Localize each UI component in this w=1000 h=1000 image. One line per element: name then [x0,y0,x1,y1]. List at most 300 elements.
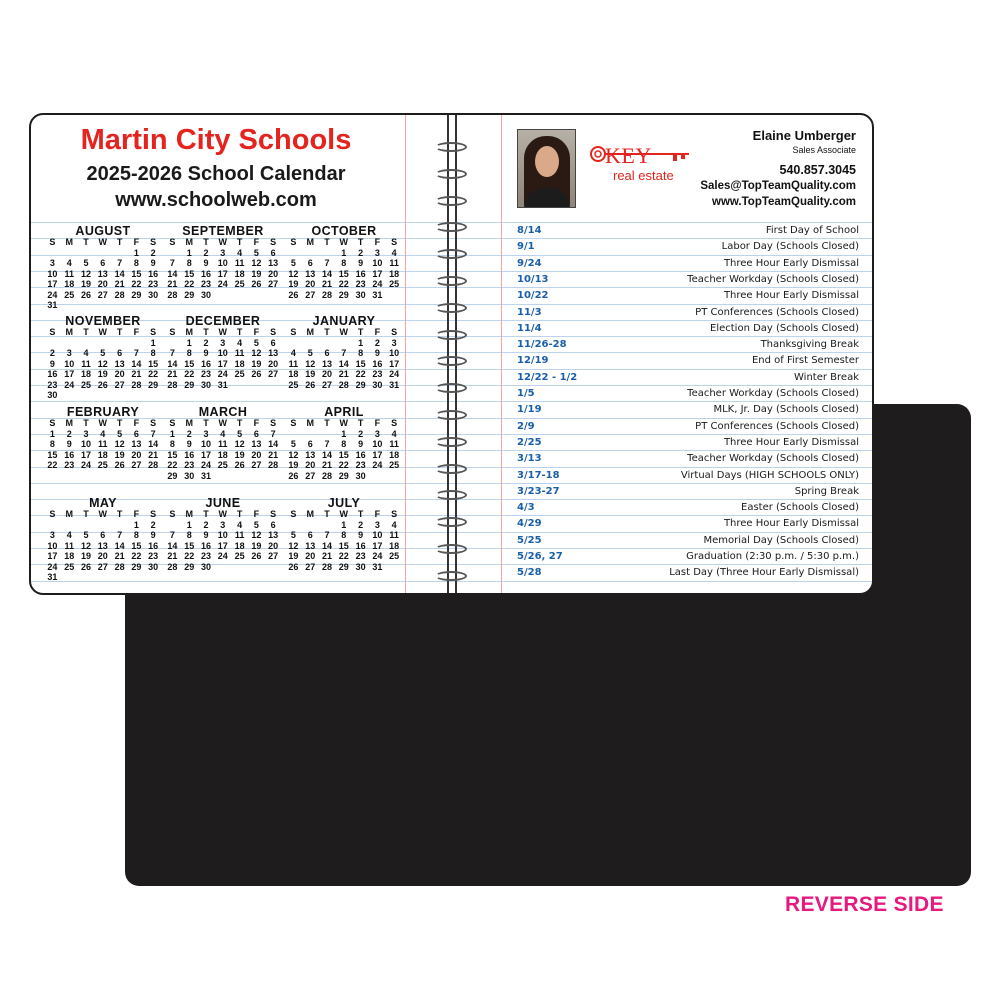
weekday-header: S [169,327,176,337]
calendar-day: 23 [200,551,211,561]
weekday-header: M [65,509,73,519]
calendar-day: 3 [66,348,72,358]
calendar-day: 1 [186,247,192,258]
event-description: Teacher Workday (Schools Closed) [687,388,859,399]
calendar-day: 24 [217,551,228,561]
month-october [285,225,403,300]
empty-day [61,248,78,259]
calendar-day: 12 [251,348,262,358]
weekday-header: F [253,237,260,247]
weekday-header: F [133,237,140,247]
calendar-day: 22 [355,369,366,379]
weekday-header: W [339,327,349,337]
calendar-day: 22 [338,551,349,561]
calendar-day: 17 [200,449,211,460]
calendar-day: 7 [324,439,330,449]
calendar-day: 17 [372,540,383,551]
calendar-day: 6 [100,530,106,540]
agent-photo [517,129,576,208]
weekday-header: F [374,327,381,337]
empty-day [302,248,319,259]
calendar-day: 4 [66,258,72,268]
month-april [285,406,403,481]
key-real-estate-logo [589,143,699,197]
calendar-day: 30 [148,561,159,572]
calendar-day: 30 [200,289,211,300]
calendar-day: 16 [372,358,383,369]
weekday-header: F [374,509,381,519]
calendar-day: 23 [148,279,159,289]
calendar-day: 13 [305,540,316,551]
calendar-day: 13 [97,540,108,551]
spiral-ring [435,410,467,420]
calendar-day: 29 [148,379,159,390]
month-day-grid [44,509,162,583]
calendar-day: 10 [372,439,383,449]
calendar-day: 22 [184,369,195,379]
calendar-day: 4 [391,519,397,530]
event-date: 10/22 [517,290,549,302]
calendar-day: 18 [389,268,400,279]
weekday-header: M [65,418,73,428]
calendar-day: 8 [186,348,192,358]
calendar-day: 18 [64,279,75,289]
weekday-header: S [290,418,297,428]
weekday-header: T [83,237,89,247]
empty-day [302,520,319,531]
calendar-day: 22 [184,279,195,289]
calendar-day: 8 [169,439,175,449]
calendar-day: 24 [372,551,383,561]
calendar-day: 30 [355,470,366,481]
weekday-header: T [357,327,364,337]
calendar-day: 8 [341,258,347,268]
event-description: First Day of School [765,225,859,236]
calendar-day: 11 [389,530,399,540]
event-date: 5/28 [517,567,542,579]
calendar-day: 7 [324,258,330,268]
calendar-day: 21 [114,551,125,561]
calendar-day: 1 [341,428,347,439]
calendar-day: 4 [83,348,89,358]
month-day-grid [44,237,162,311]
calendar-day: 16 [148,540,159,551]
calendar-day: 19 [288,460,299,470]
weekday-header: F [133,509,140,519]
weekday-header: F [253,327,260,337]
calendar-day: 27 [131,460,142,470]
logo-key-text: KEY [605,143,652,168]
event-row [517,432,859,448]
calendar-day: 1 [133,519,139,530]
calendar-day: 23 [355,460,366,470]
weekday-header: S [49,509,56,519]
calendar-day: 30 [355,289,366,300]
calendar-day: 28 [321,470,332,481]
month-name: NOVEMBER [65,314,141,328]
weekday-header: S [150,509,157,519]
empty-day [128,338,145,349]
empty-day [44,520,61,531]
month-name: FEBRUARY [66,405,140,419]
calendar-day: 3 [49,530,55,540]
calendar-day: 20 [97,551,108,561]
calendar-day: 8 [186,258,192,268]
calendar-day: 11 [81,358,91,369]
calendar-day: 25 [80,379,91,390]
event-date: 5/25 [517,534,542,546]
calendar-day: 10 [389,348,400,358]
weekday-header: S [49,237,56,247]
empty-day [78,248,95,259]
calendar-day: 16 [200,540,211,551]
calendar-day: 21 [338,369,349,379]
calendar-day: 2 [358,428,364,439]
event-row [517,269,859,285]
event-date: 2/25 [517,436,542,448]
calendar-day: 20 [131,449,142,460]
calendar-day: 23 [200,279,211,289]
calendar-day: 13 [305,268,316,279]
calendar-day: 10 [372,258,383,268]
calendar-day: 30 [200,561,211,572]
event-date: 5/26, 27 [517,551,563,562]
calendar-day: 13 [268,530,279,540]
calendar-day: 12 [288,540,299,551]
calendar-day: 27 [305,561,316,572]
calendar-day: 25 [234,551,245,561]
event-row [517,318,859,334]
calendar-day: 15 [184,268,195,279]
calendar-day: 14 [338,358,349,369]
calendar-day: 6 [270,337,276,348]
calendar-day: 22 [184,551,195,561]
month-day-grid [164,327,282,390]
calendar-day: 30 [200,379,211,390]
calendar-day: 17 [217,540,228,551]
calendar-day: 8 [341,530,347,540]
calendar-day: 27 [305,289,316,300]
weekday-header: F [374,418,381,428]
calendar-day: 4 [66,530,72,540]
calendar-day: 19 [288,279,299,289]
spiral-ring [435,356,467,366]
calendar-day: 6 [117,348,123,358]
weekday-header: S [391,418,398,428]
calendar-day: 2 [49,348,55,358]
calendar-day: 6 [307,258,313,268]
calendar-day: 19 [251,540,262,551]
calendar-day: 23 [64,460,75,470]
calendar-day: 10 [47,268,58,279]
month-name: APRIL [324,405,364,419]
weekday-header: M [65,237,73,247]
calendar-day: 9 [49,358,55,369]
weekday-header: S [290,237,297,247]
calendar-day: 1 [133,247,139,258]
empty-day [302,338,319,349]
calendar-day: 3 [374,428,380,439]
calendar-day: 27 [97,289,108,300]
month-day-grid [285,418,403,481]
empty-day [164,520,181,531]
calendar-day: 10 [47,540,58,551]
calendar-day: 14 [321,540,332,551]
spiral-ring [435,222,467,232]
calendar-day: 5 [290,530,296,540]
weekday-header: W [339,418,349,428]
calendar-day: 18 [389,540,400,551]
calendar-day: 29 [131,289,142,300]
event-row [517,302,859,318]
calendar-day: 19 [114,449,125,460]
calendar-day: 13 [114,358,125,369]
calendar-day: 5 [253,519,259,530]
event-row [517,350,859,366]
weekday-header: T [116,509,123,519]
calendar-day: 3 [374,519,380,530]
calendar-day: 23 [355,551,366,561]
empty-day [319,248,336,259]
event-date: 3/23-27 [517,485,560,497]
calendar-day: 26 [305,379,316,390]
calendar-day: 19 [80,279,91,289]
calendar-day: 9 [374,348,380,358]
weekday-header: W [98,509,108,519]
calendar-day: 15 [131,540,142,551]
calendar-day: 18 [234,540,245,551]
calendar-day: 17 [80,449,91,460]
agent-name: Elaine Umberger [752,128,856,143]
calendar-day: 1 [150,337,156,348]
calendar-day: 4 [237,337,243,348]
calendar-day: 21 [114,279,125,289]
calendar-day: 13 [97,268,108,279]
month-day-grid [285,237,403,300]
calendar-day: 8 [133,258,139,268]
weekday-header: S [391,509,398,519]
calendar-day: 22 [338,460,349,470]
calendar-day: 8 [150,348,156,358]
event-date: 2/9 [517,420,535,432]
calendar-day: 21 [167,551,178,561]
calendar-day: 21 [131,369,142,379]
calendar-day: 9 [203,258,209,268]
weekday-header: M [185,418,193,428]
spiral-ring [435,249,467,259]
calendar-day: 6 [270,519,276,530]
weekday-header: T [116,418,123,428]
calendar-day: 15 [338,449,349,460]
calendar-day: 5 [83,530,89,540]
calendar-day: 27 [268,551,279,561]
calendar-day: 21 [268,449,279,460]
calendar-day: 2 [150,519,156,530]
calendar-day: 20 [305,460,316,470]
event-description: Labor Day (Schools Closed) [721,241,859,253]
event-row [517,220,859,236]
weekday-header: S [150,418,157,428]
empty-day [164,248,181,259]
month-may [44,497,162,583]
calendar-day: 12 [288,449,299,460]
weekday-header: F [253,418,260,428]
weekday-header: S [169,418,176,428]
calendar-day: 16 [355,540,366,551]
spiral-ring [435,169,467,179]
event-description: Three Hour Early Dismissal [723,436,859,448]
calendar-day: 24 [200,460,211,470]
calendar-day: 7 [324,530,330,540]
calendar-day: 20 [114,369,125,379]
calendar-day: 30 [47,390,58,400]
calendar-day: 24 [47,289,58,300]
calendar-day: 19 [288,551,299,561]
calendar-day: 16 [47,369,58,379]
calendar-day: 1 [341,519,347,530]
calendar-day: 3 [220,519,226,530]
weekday-header: T [203,509,209,519]
calendar-day: 3 [83,428,89,439]
weekday-header: T [357,237,364,247]
event-description: Three Hour Early Dismissal [723,290,859,302]
weekday-header: F [133,327,140,337]
weekday-header: T [357,418,364,428]
weekday-header: M [185,509,193,519]
event-description: PT Conferences (Schools Closed) [695,420,859,432]
weekday-header: S [391,327,398,337]
calendar-day: 7 [169,258,175,268]
weekday-header: M [306,327,314,337]
event-description: PT Conferences (Schools Closed) [695,306,859,318]
calendar-day: 16 [200,268,211,279]
calendar-day: 11 [234,258,245,268]
calendar-day: 24 [217,369,228,379]
calendar-day: 3 [203,428,209,439]
calendar-day: 14 [321,449,332,460]
event-date: 9/24 [517,257,542,269]
calendar-day: 7 [117,258,123,268]
weekday-header: T [236,509,243,519]
empty-day [111,248,128,259]
calendar-day: 26 [251,551,262,561]
month-name: MARCH [198,405,248,419]
calendar-day: 12 [114,439,125,449]
calendar-day: 9 [358,258,364,268]
calendar-day: 15 [338,268,349,279]
calendar-day: 28 [167,561,178,572]
calendar-day: 29 [184,561,195,572]
calendar-day: 12 [234,439,245,449]
event-row [517,562,859,578]
calendar-day: 14 [114,268,125,279]
school-name: Martin City Schools [80,124,352,156]
calendar-day: 1 [169,428,175,439]
event-date: 1/19 [517,404,542,416]
calendar-day: 13 [251,439,262,449]
event-description: Thanksgiving Break [760,339,859,351]
calendar-day: 26 [234,460,245,470]
agent-phone: 540.857.3045 [779,163,856,177]
calendar-day: 19 [80,551,91,561]
event-date: 12/19 [517,355,549,367]
calendar-day: 18 [97,449,108,460]
weekday-header: S [169,509,176,519]
calendar-day: 3 [220,247,226,258]
calendar-day: 10 [80,439,91,449]
weekday-header: F [133,418,140,428]
calendar-day: 11 [389,258,399,268]
calendar-day: 2 [203,519,209,530]
event-description: Memorial Day (Schools Closed) [703,534,859,546]
event-description: MLK, Jr. Day (Schools Closed) [713,404,859,416]
calendar-day: 17 [372,268,383,279]
calendar-day: 23 [200,369,211,379]
calendar-day: 31 [372,561,383,572]
calendar-day: 25 [389,460,400,470]
calendar-day: 17 [47,551,58,561]
weekday-header: W [218,237,228,247]
month-name: JULY [327,496,361,510]
calendar-day: 5 [100,348,106,358]
calendar-day: 21 [148,449,159,460]
calendar-day: 29 [355,379,366,390]
event-date: 11/3 [517,306,542,318]
calendar-day: 14 [131,358,142,369]
event-row [517,448,859,464]
calendar-day: 14 [114,540,125,551]
month-november [44,315,162,401]
event-date: 9/1 [517,241,535,253]
calendar-day: 6 [270,247,276,258]
calendar-day: 5 [83,258,89,268]
calendar-day: 25 [234,369,245,379]
weekday-header: M [65,327,73,337]
calendar-day: 10 [217,530,228,540]
calendar-day: 5 [253,337,259,348]
weekday-header: W [98,327,108,337]
calendar-day: 19 [97,369,108,379]
calendar-day: 20 [268,358,279,369]
calendar-day: 19 [305,369,316,379]
event-row [517,253,859,269]
calendar-day: 9 [186,439,192,449]
event-description: Three Hour Early Dismissal [723,257,859,269]
calendar-day: 6 [324,348,330,358]
weekday-header: S [270,327,277,337]
calendar-day: 27 [268,279,279,289]
calendar-day: 26 [80,561,91,572]
calendar-day: 19 [251,268,262,279]
weekday-header: T [357,509,364,519]
weekday-header: S [270,418,277,428]
calendar-day: 27 [97,561,108,572]
calendar-day: 1 [49,428,55,439]
event-date: 12/22 - 1/2 [517,371,578,383]
calendar-day: 23 [355,279,366,289]
spiral-ring [435,303,467,313]
calendar-day: 4 [237,519,243,530]
calendar-day: 20 [321,369,332,379]
event-row [517,383,859,399]
calendar-day: 26 [80,289,91,300]
calendar-day: 18 [288,369,299,379]
calendar-day: 28 [338,379,349,390]
month-december [164,315,282,390]
calendar-day: 9 [203,348,209,358]
calendar-day: 13 [268,258,279,268]
calendar-day: 15 [47,449,58,460]
